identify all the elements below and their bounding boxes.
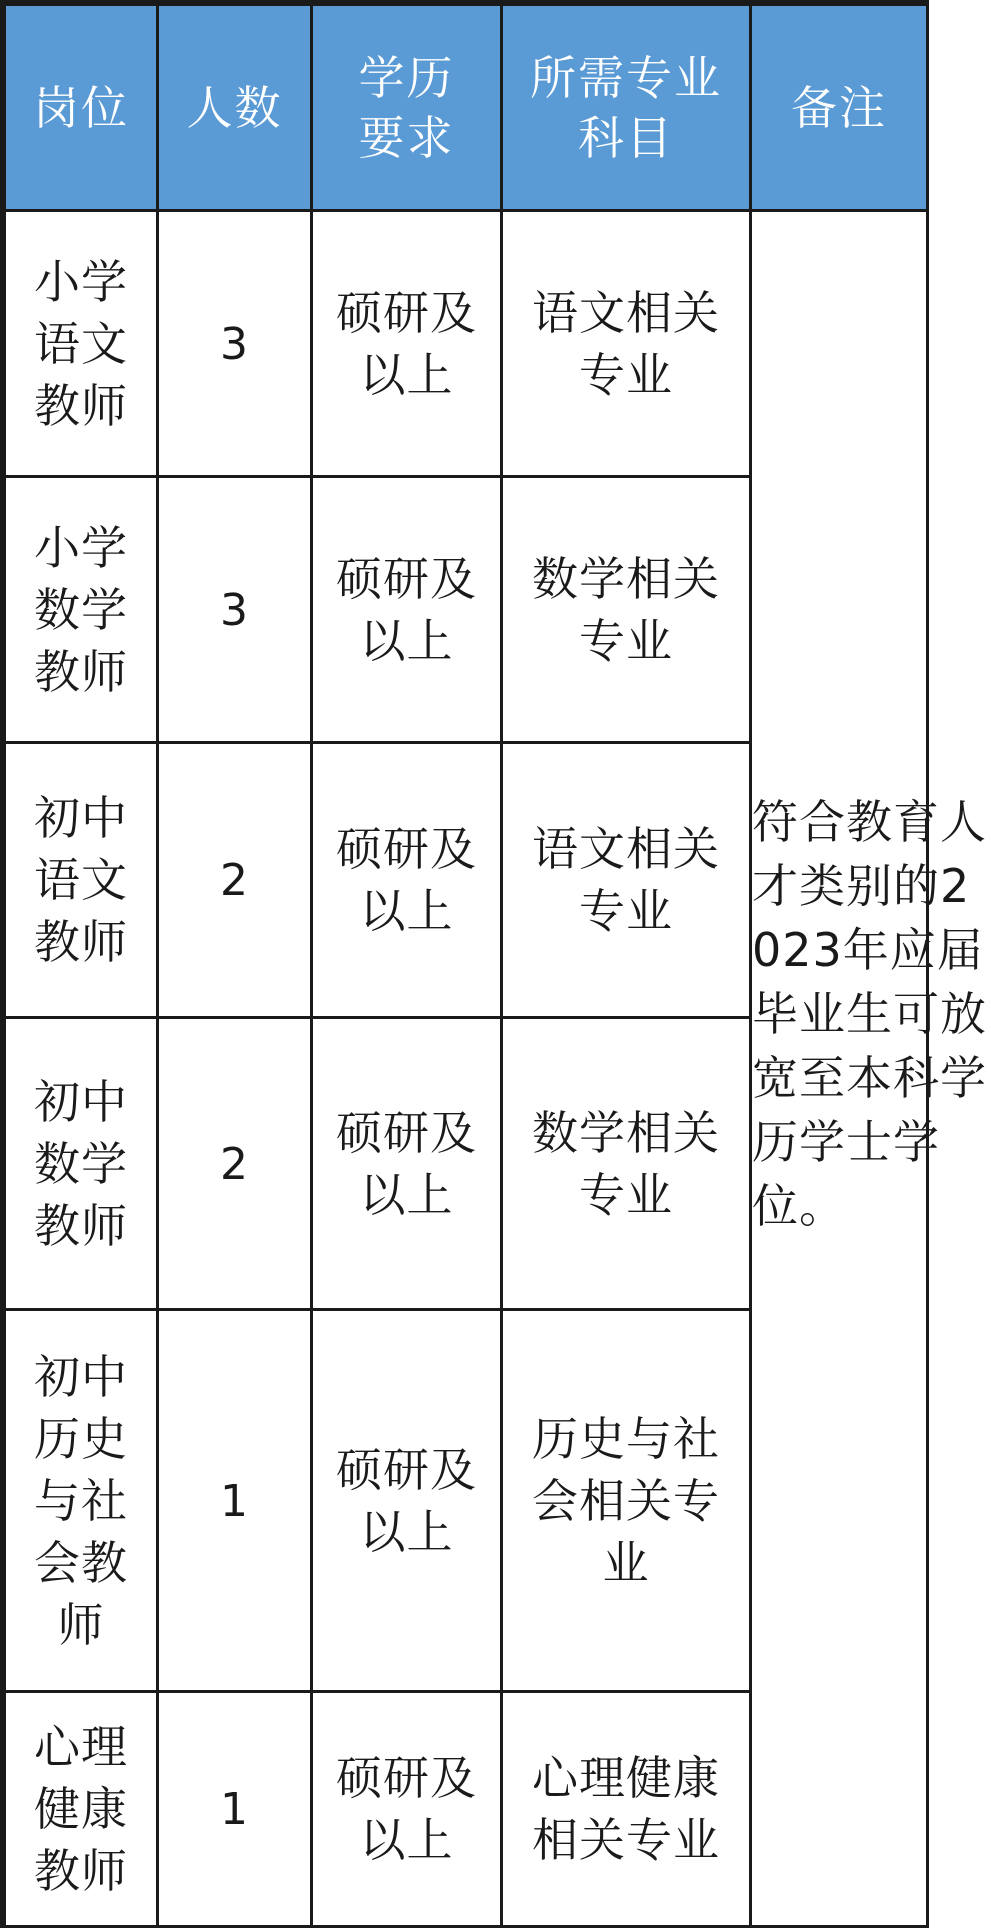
position-cell: 初中 语文 教师 <box>5 743 158 1018</box>
remark-cell: 符合教育人才类别的2023年应届毕业生可放宽至本科学历学士学位。 <box>751 211 928 1927</box>
count-cell: 3 <box>158 477 312 743</box>
header-position: 岗位 <box>5 5 158 211</box>
count-cell: 2 <box>158 1018 312 1310</box>
major-cell: 心理健康 相关专业 <box>502 1692 751 1927</box>
education-cell: 硕研及 以上 <box>312 211 502 477</box>
education-cell: 硕研及 以上 <box>312 1692 502 1927</box>
position-cell: 初中 数学 教师 <box>5 1018 158 1310</box>
major-cell: 历史与社 会相关专 业 <box>502 1310 751 1692</box>
header-major: 所需专业 科目 <box>502 5 751 211</box>
education-cell: 硕研及 以上 <box>312 1018 502 1310</box>
position-cell: 初中 历史 与社 会教 师 <box>5 1310 158 1692</box>
header-remark: 备注 <box>751 5 928 211</box>
table-row <box>5 211 928 477</box>
education-cell: 硕研及 以上 <box>312 743 502 1018</box>
header-row <box>5 5 928 211</box>
count-cell: 1 <box>158 1310 312 1692</box>
recruitment-table <box>3 3 987 1928</box>
major-cell: 语文相关 专业 <box>502 743 751 1018</box>
position-cell: 小学 语文 教师 <box>5 211 158 477</box>
major-cell: 数学相关 专业 <box>502 477 751 743</box>
education-cell: 硕研及 以上 <box>312 477 502 743</box>
count-cell: 1 <box>158 1692 312 1927</box>
header-count: 人数 <box>158 5 312 211</box>
count-cell: 2 <box>158 743 312 1018</box>
position-cell: 小学 数学 教师 <box>5 477 158 743</box>
education-cell: 硕研及 以上 <box>312 1310 502 1692</box>
major-cell: 数学相关 专业 <box>502 1018 751 1310</box>
major-cell: 语文相关 专业 <box>502 211 751 477</box>
header-education: 学历 要求 <box>312 5 502 211</box>
count-cell: 3 <box>158 211 312 477</box>
position-cell: 心理 健康 教师 <box>5 1692 158 1927</box>
